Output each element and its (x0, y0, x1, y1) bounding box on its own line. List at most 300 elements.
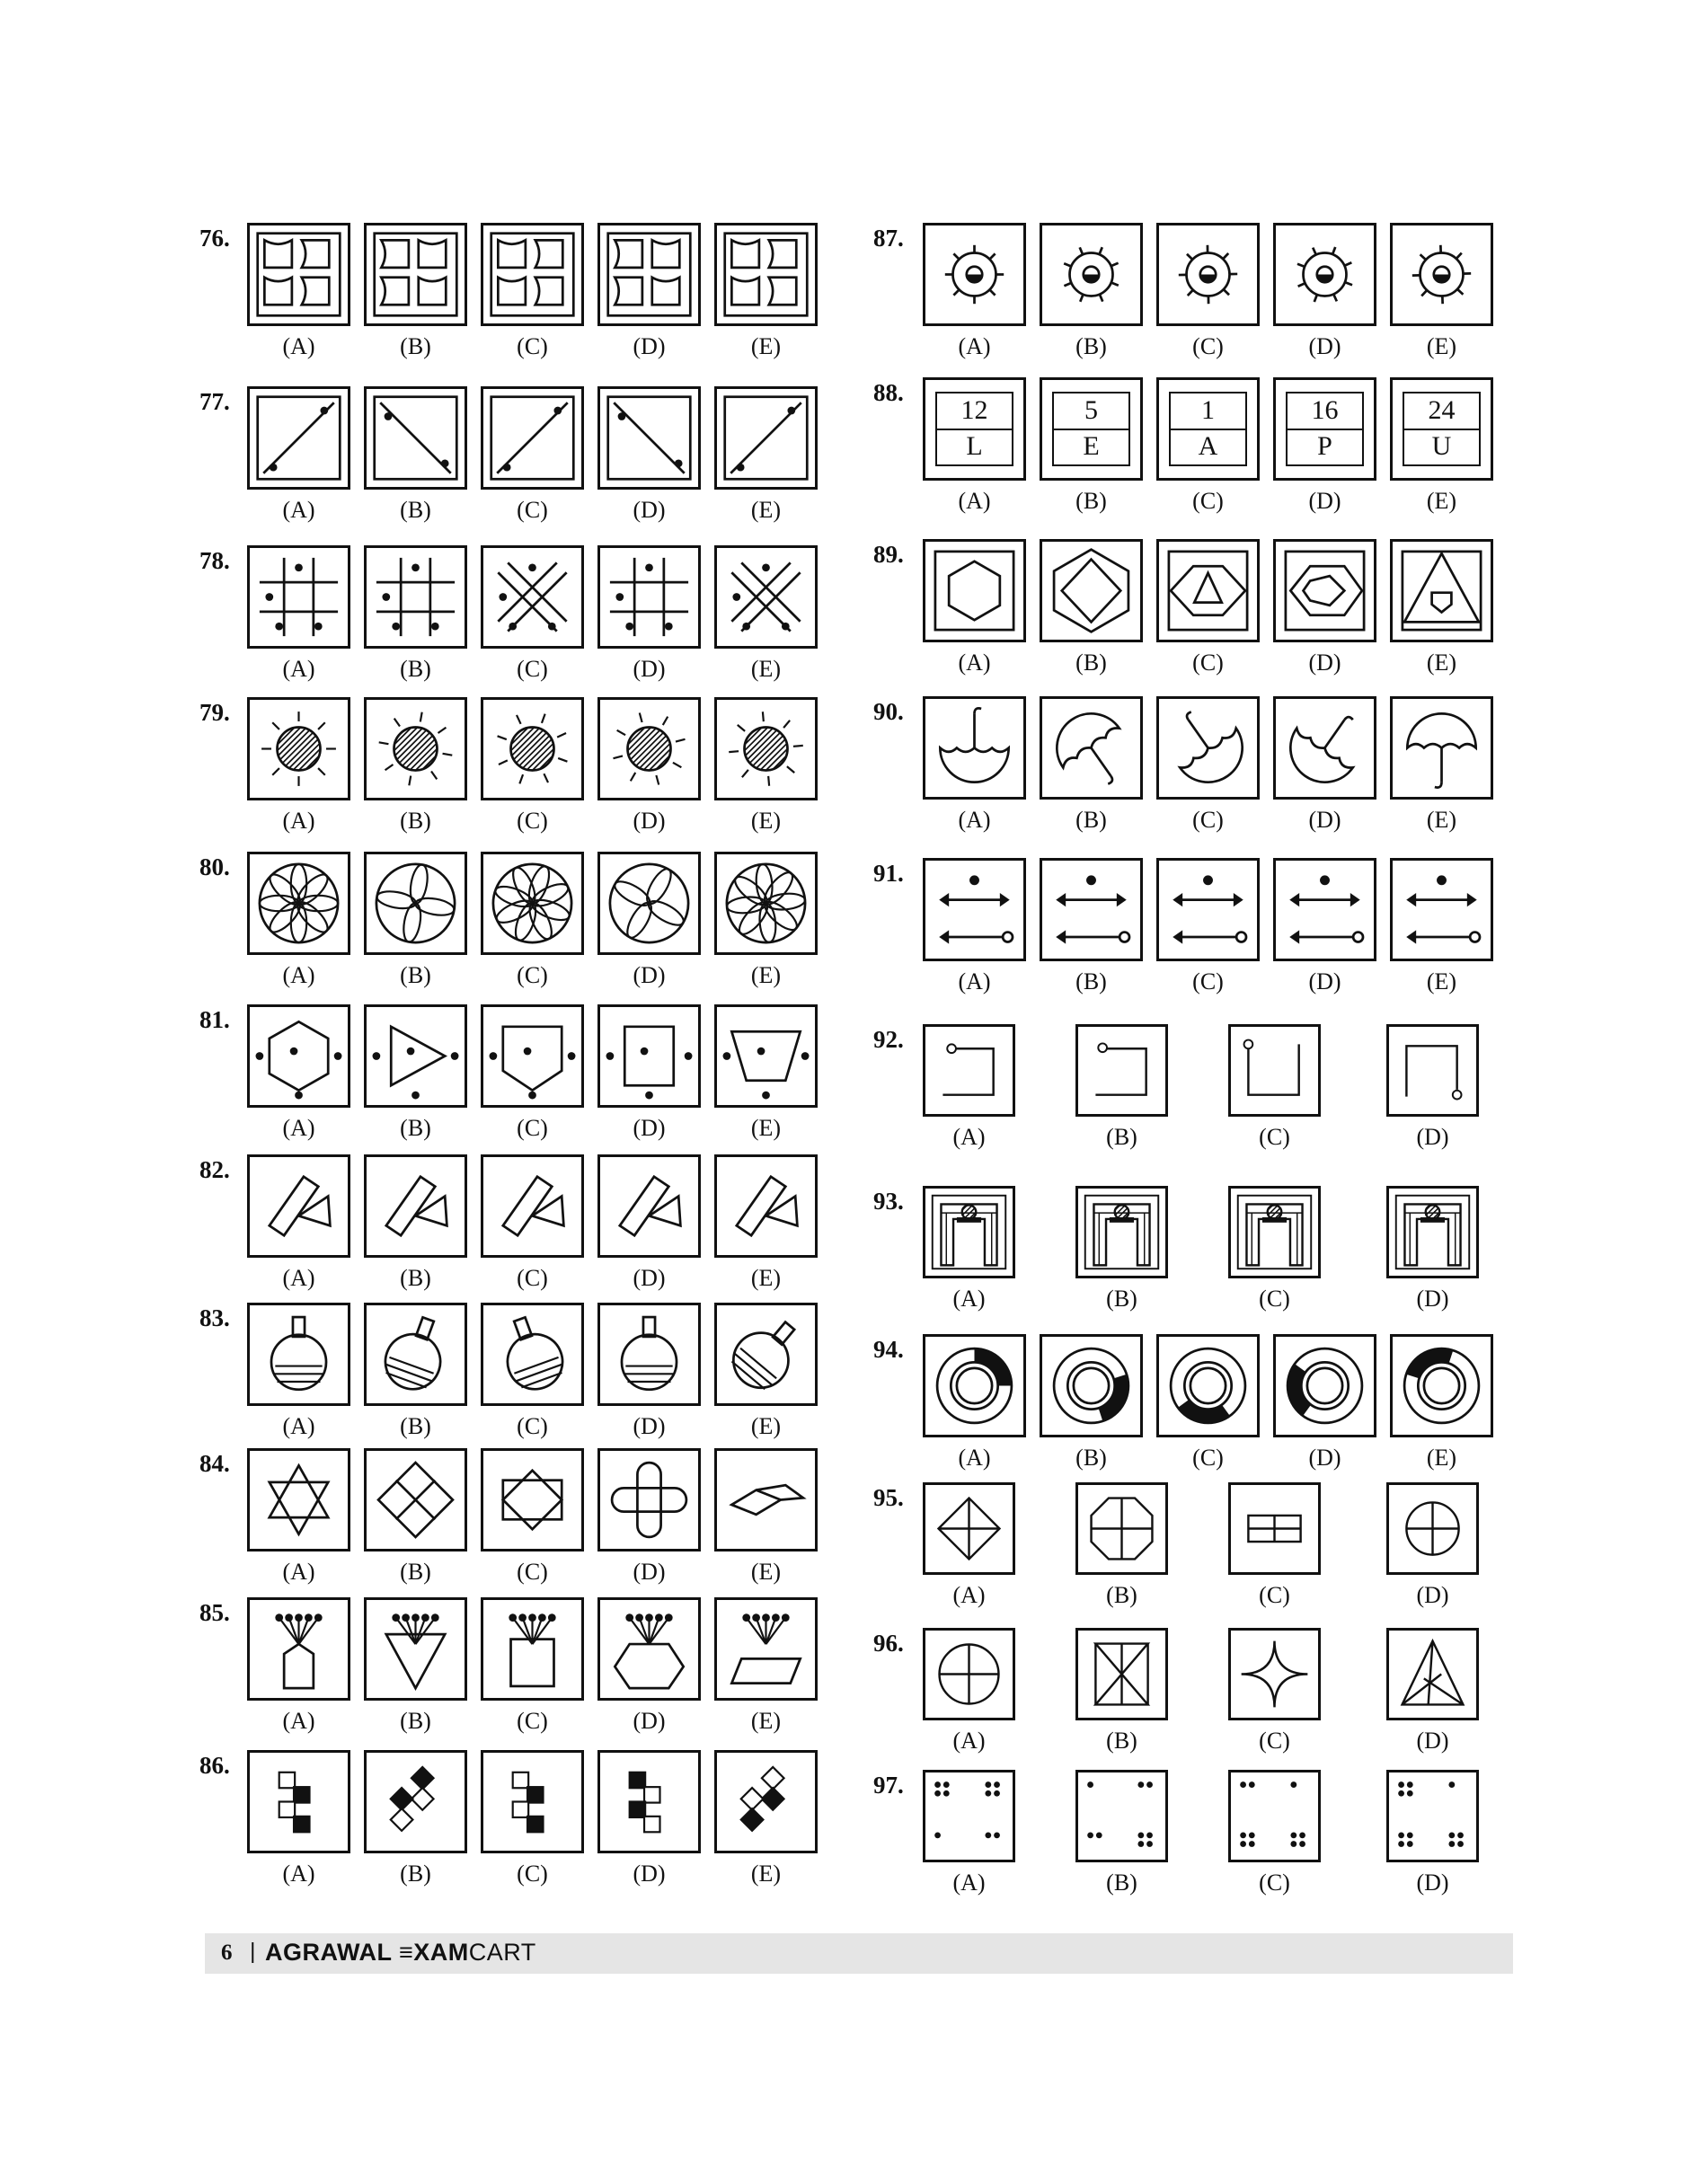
answer-figure-d[interactable] (1273, 223, 1376, 326)
option-label: (C) (517, 1265, 548, 1291)
question-number: 77. (199, 388, 230, 415)
answer-figure-a[interactable] (247, 223, 350, 326)
answer-figure-d[interactable] (1386, 1186, 1479, 1278)
answer-figure-c[interactable] (1156, 1334, 1260, 1437)
square-path-icon (1389, 1027, 1476, 1114)
option-label: (A) (282, 1413, 315, 1439)
option-label: (C) (1192, 488, 1224, 514)
corner-dots-icon (1389, 1772, 1476, 1860)
option-label: (D) (1416, 1728, 1449, 1754)
option-label: (C) (1192, 650, 1224, 676)
answer-figure-d[interactable] (1273, 696, 1376, 800)
question-number: 85. (199, 1599, 230, 1626)
bracket-shapes-icon (367, 225, 465, 323)
square-path-icon (1231, 1027, 1318, 1114)
checker-blocks-icon (367, 1753, 465, 1851)
flower-petals-icon (367, 854, 465, 952)
answer-figure-c[interactable] (1156, 539, 1260, 642)
answer-figure-a[interactable] (923, 1628, 1015, 1720)
question-number: 95. (873, 1484, 904, 1511)
answer-figure-a[interactable] (247, 1597, 350, 1701)
question-number: 78. (199, 547, 230, 574)
arrows-icon (925, 861, 1023, 959)
option-label: (A) (958, 650, 991, 676)
answer-figure-b[interactable] (364, 223, 467, 326)
polygon-dots-icon (717, 1007, 815, 1105)
option-label: (D) (1416, 1582, 1449, 1608)
option-label: (B) (1075, 333, 1107, 359)
option-label: (A) (958, 968, 991, 995)
answer-figure-b[interactable] (364, 1004, 467, 1108)
answer-figure-d[interactable] (597, 545, 701, 649)
option-label: (A) (952, 1124, 986, 1150)
option-label: (B) (1106, 1582, 1137, 1608)
option-label: (B) (1075, 968, 1107, 995)
answer-figure-d[interactable] (597, 1303, 701, 1406)
question-number: 89. (873, 541, 904, 568)
gate-icon (1078, 1189, 1165, 1276)
option-label: (A) (958, 488, 991, 514)
cell-number: 16 (1288, 393, 1362, 430)
option-label: (C) (517, 333, 548, 359)
option-label: (B) (400, 1115, 431, 1141)
option-label: (E) (750, 962, 782, 988)
answer-figure-b[interactable] (364, 852, 467, 955)
answer-figure-d[interactable] (597, 223, 701, 326)
abstract-pieces-icon (600, 1157, 698, 1255)
rings-icon (1393, 1337, 1491, 1435)
cell-number: 5 (1054, 393, 1128, 430)
option-label: (C) (1259, 1728, 1290, 1754)
brand-logo (265, 1939, 536, 1967)
flower-petals-icon (600, 854, 698, 952)
question-number: 97. (873, 1772, 904, 1799)
answer-figure-b[interactable] (1075, 1186, 1168, 1278)
option-label: (D) (633, 1265, 666, 1291)
answer-figure-a[interactable] (247, 852, 350, 955)
option-label: (E) (750, 1559, 782, 1585)
hatched-sun-icon (600, 700, 698, 798)
option-label: (D) (1308, 488, 1341, 514)
option-label: (D) (633, 1861, 666, 1887)
divided-shapes-icon (1231, 1485, 1318, 1572)
option-label: (C) (517, 497, 548, 523)
bracket-shapes-icon (600, 225, 698, 323)
answer-figure-e[interactable] (714, 386, 818, 490)
question-number: 88. (873, 379, 904, 406)
option-label: (B) (400, 656, 431, 682)
answer-figure-d[interactable] (1386, 1628, 1479, 1720)
answer-figure-a[interactable] (923, 1024, 1015, 1117)
answer-figure-b[interactable] (364, 386, 467, 490)
answer-figure-e[interactable] (714, 1154, 818, 1258)
answer-figure-c[interactable] (1156, 696, 1260, 800)
option-label: (D) (633, 1115, 666, 1141)
answer-figure-b[interactable] (1040, 1334, 1143, 1437)
option-label: (B) (1106, 1124, 1137, 1150)
umbrella-icon (1159, 699, 1257, 797)
geometric-shapes-icon (1078, 1631, 1165, 1718)
answer-figure-e[interactable] (1390, 539, 1493, 642)
hatched-sun-icon (367, 700, 465, 798)
answer-figure-a[interactable] (247, 1154, 350, 1258)
star-shapes-icon (717, 1451, 815, 1549)
answer-figure-c[interactable] (1228, 1770, 1321, 1862)
answer-figure-b[interactable] (1075, 1482, 1168, 1575)
flower-petals-icon (717, 854, 815, 952)
answer-figure-d[interactable] (597, 386, 701, 490)
answer-figure-a[interactable] (923, 1482, 1015, 1575)
answer-figure-a[interactable] (247, 545, 350, 649)
answer-figure-b[interactable] (1040, 696, 1143, 800)
checker-blocks-icon (483, 1753, 581, 1851)
answer-figure-d[interactable] (1273, 539, 1376, 642)
option-label: (B) (1075, 807, 1107, 833)
answer-figure-d[interactable] (597, 1154, 701, 1258)
option-label: (E) (750, 808, 782, 834)
answer-figure-d[interactable] (597, 852, 701, 955)
option-label: (B) (400, 1708, 431, 1734)
option-label: (C) (1192, 333, 1224, 359)
question-number: 83. (199, 1304, 230, 1331)
arrows-icon (1042, 861, 1140, 959)
answer-figure-d[interactable] (1386, 1770, 1479, 1862)
option-label: (C) (517, 808, 548, 834)
answer-figure-d[interactable] (597, 1597, 701, 1701)
option-label: (B) (1075, 1445, 1107, 1471)
answer-figure-c[interactable] (1228, 1186, 1321, 1278)
corner-dots-icon (925, 1772, 1013, 1860)
answer-figure-a[interactable] (923, 539, 1026, 642)
option-label: (A) (282, 1708, 315, 1734)
option-label: (B) (400, 1413, 431, 1439)
star-shapes-icon (367, 1451, 465, 1549)
nested-shapes-icon (1042, 542, 1140, 640)
option-label: (D) (633, 1559, 666, 1585)
answer-figure-c[interactable] (1228, 1024, 1321, 1117)
answer-figure-a[interactable] (923, 696, 1026, 800)
answer-figure-b[interactable] (1075, 1628, 1168, 1720)
divided-shapes-icon (925, 1485, 1013, 1572)
answer-figure-e[interactable] (714, 1448, 818, 1551)
umbrella-icon (925, 699, 1023, 797)
answer-figure-b[interactable] (364, 1597, 467, 1701)
hash-dots-icon (600, 548, 698, 646)
option-label: (D) (633, 808, 666, 834)
option-label: (C) (1192, 968, 1224, 995)
option-label: (A) (282, 497, 315, 523)
option-label: (B) (400, 1559, 431, 1585)
answer-figure-e[interactable] (1390, 223, 1493, 326)
rings-icon (925, 1337, 1023, 1435)
option-label: (D) (633, 656, 666, 682)
hash-dots-icon (367, 548, 465, 646)
option-label: (C) (1259, 1124, 1290, 1150)
answer-figure-e[interactable] (1390, 858, 1493, 961)
answer-figure-e[interactable] (714, 1750, 818, 1853)
option-label: (A) (282, 333, 315, 359)
answer-figure-a[interactable] (923, 223, 1026, 326)
answer-figure-e[interactable] (714, 1303, 818, 1406)
answer-figure-c[interactable] (1228, 1482, 1321, 1575)
option-label: (D) (1308, 1445, 1341, 1471)
answer-figure-d[interactable] (1273, 1334, 1376, 1437)
checker-blocks-icon (250, 1753, 348, 1851)
nested-shapes-icon (1393, 542, 1491, 640)
answer-figure-a[interactable] (923, 1334, 1026, 1437)
flask-icon (717, 1305, 815, 1403)
option-label: (B) (400, 1265, 431, 1291)
option-label: (A) (282, 1861, 315, 1887)
option-label: (D) (1308, 333, 1341, 359)
diagonal-dots-icon (483, 389, 581, 487)
answer-figure-c[interactable] (481, 1750, 584, 1853)
corner-dots-icon (1078, 1772, 1165, 1860)
question-number: 82. (199, 1156, 230, 1183)
answer-figure-b[interactable] (364, 1750, 467, 1853)
answer-figure-d[interactable] (597, 1750, 701, 1853)
answer-figure-b[interactable] (364, 1303, 467, 1406)
option-label: (C) (1192, 807, 1224, 833)
option-label: (D) (633, 1708, 666, 1734)
geometric-shapes-icon (925, 1631, 1013, 1718)
option-label: (D) (633, 962, 666, 988)
answer-figure-d[interactable] (597, 1004, 701, 1108)
question-number: 87. (873, 225, 904, 252)
option-label: (D) (1308, 650, 1341, 676)
option-label: (E) (1426, 488, 1457, 514)
option-label: (B) (1106, 1728, 1137, 1754)
option-label: (D) (1416, 1124, 1449, 1150)
answer-figure-b[interactable] (364, 697, 467, 800)
flask-icon (250, 1305, 348, 1403)
option-label: (E) (1426, 650, 1457, 676)
option-label: (C) (1259, 1286, 1290, 1312)
divided-shapes-icon (1389, 1485, 1476, 1572)
umbrella-icon (1276, 699, 1374, 797)
cell-letter: U (1431, 431, 1452, 462)
option-label: (B) (1106, 1286, 1137, 1312)
answer-figure-c[interactable] (481, 852, 584, 955)
answer-figure-e[interactable] (714, 1597, 818, 1701)
answer-figure-c[interactable] (481, 1004, 584, 1108)
answer-figure-c[interactable] (481, 697, 584, 800)
answer-figure-d[interactable] (1386, 1482, 1479, 1575)
flask-icon (600, 1305, 698, 1403)
question-number: 90. (873, 698, 904, 725)
abstract-pieces-icon (717, 1157, 815, 1255)
shape-with-flowers-icon (250, 1600, 348, 1698)
arrows-icon (1393, 861, 1491, 959)
answer-figure-c[interactable] (481, 223, 584, 326)
option-label: (E) (750, 1861, 782, 1887)
option-label: (C) (517, 962, 548, 988)
hash-dots-icon (717, 548, 815, 646)
option-label: (E) (750, 333, 782, 359)
answer-figure-e[interactable] (714, 1004, 818, 1108)
option-label: (A) (952, 1286, 986, 1312)
rings-icon (1159, 1337, 1257, 1435)
answer-figure-a[interactable] (247, 1750, 350, 1853)
answer-figure-e[interactable] (1390, 1334, 1493, 1437)
answer-figure-c[interactable] (481, 1303, 584, 1406)
option-label: (E) (750, 1115, 782, 1141)
diagonal-dots-icon (600, 389, 698, 487)
brand-bold: AGRAWAL (265, 1939, 400, 1966)
gate-icon (925, 1189, 1013, 1276)
answer-figure-b[interactable] (1040, 539, 1143, 642)
abstract-pieces-icon (367, 1157, 465, 1255)
option-label: (A) (952, 1582, 986, 1608)
flask-icon (483, 1305, 581, 1403)
answer-figure-d[interactable] (1386, 1024, 1479, 1117)
option-label: (E) (750, 656, 782, 682)
hatched-sun-icon (717, 700, 815, 798)
option-label: (C) (1259, 1870, 1290, 1896)
option-label: (C) (1192, 1445, 1224, 1471)
abstract-pieces-icon (483, 1157, 581, 1255)
answer-figure-c[interactable] (1156, 858, 1260, 961)
shape-with-flowers-icon (600, 1600, 698, 1698)
option-label: (A) (282, 656, 315, 682)
option-label: (E) (750, 1708, 782, 1734)
answer-figure-c[interactable] (1156, 377, 1260, 481)
answer-figure-b[interactable] (1040, 377, 1143, 481)
cell-letter: P (1317, 431, 1332, 462)
nested-shapes-icon (925, 542, 1023, 640)
polygon-dots-icon (367, 1007, 465, 1105)
checker-blocks-icon (600, 1753, 698, 1851)
answer-figure-c[interactable] (481, 545, 584, 649)
cell-letter: L (966, 431, 983, 462)
question-number: 84. (199, 1450, 230, 1477)
answer-figure-d[interactable] (1273, 377, 1376, 481)
answer-figure-a[interactable] (923, 1770, 1015, 1862)
answer-figure-a[interactable] (247, 697, 350, 800)
answer-figure-c[interactable] (481, 1154, 584, 1258)
cell-number: 12 (937, 393, 1012, 430)
option-label: (A) (958, 807, 991, 833)
star-shapes-icon (600, 1451, 698, 1549)
answer-figure-b[interactable] (364, 1448, 467, 1551)
option-label: (E) (1426, 1445, 1457, 1471)
answer-figure-e[interactable] (1390, 696, 1493, 800)
answer-figure-e[interactable] (1390, 377, 1493, 481)
page-number: 6 (221, 1940, 233, 1965)
diagonal-dots-icon (250, 389, 348, 487)
answer-figure-b[interactable] (364, 545, 467, 649)
answer-figure-b[interactable] (1075, 1770, 1168, 1862)
nested-shapes-icon (1276, 542, 1374, 640)
answer-figure-a[interactable] (923, 1186, 1015, 1278)
answer-figure-a[interactable] (247, 1004, 350, 1108)
hash-dots-icon (250, 548, 348, 646)
answer-figure-b[interactable] (364, 1154, 467, 1258)
option-label: (D) (1416, 1870, 1449, 1896)
flask-icon (367, 1305, 465, 1403)
option-label: (E) (1426, 968, 1457, 995)
question-number: 76. (199, 225, 230, 252)
option-label: (C) (517, 1861, 548, 1887)
gear-circle-icon (1393, 225, 1491, 323)
option-label: (B) (1075, 488, 1107, 514)
option-label: (C) (517, 1559, 548, 1585)
answer-figure-e[interactable] (714, 223, 818, 326)
answer-figure-e[interactable] (714, 697, 818, 800)
bracket-shapes-icon (717, 225, 815, 323)
answer-figure-e[interactable] (714, 545, 818, 649)
option-label: (B) (400, 808, 431, 834)
option-label: (E) (750, 1413, 782, 1439)
gear-circle-icon (1159, 225, 1257, 323)
answer-figure-c[interactable] (1156, 223, 1260, 326)
option-label: (A) (282, 1559, 315, 1585)
answer-figure-a[interactable] (247, 386, 350, 490)
option-label: (C) (517, 1115, 548, 1141)
answer-figure-a[interactable] (247, 1303, 350, 1406)
answer-figure-a[interactable] (923, 377, 1026, 481)
answer-figure-a[interactable] (247, 1448, 350, 1551)
cell-number: 24 (1404, 393, 1479, 430)
question-number: 80. (199, 853, 230, 880)
option-label: (B) (400, 333, 431, 359)
answer-figure-d[interactable] (597, 1448, 701, 1551)
answer-figure-c[interactable] (1228, 1628, 1321, 1720)
brand-exam: ≡XAM (399, 1939, 469, 1966)
option-label: (E) (750, 1265, 782, 1291)
option-label: (D) (633, 333, 666, 359)
option-label: (A) (282, 808, 315, 834)
answer-figure-c[interactable] (481, 386, 584, 490)
answer-figure-c[interactable] (481, 1448, 584, 1551)
diagonal-dots-icon (717, 389, 815, 487)
question-number: 86. (199, 1752, 230, 1779)
answer-figure-e[interactable] (714, 852, 818, 955)
polygon-dots-icon (250, 1007, 348, 1105)
option-label: (A) (282, 1115, 315, 1141)
option-label: (D) (1308, 807, 1341, 833)
hatched-sun-icon (250, 700, 348, 798)
answer-figure-d[interactable] (1273, 858, 1376, 961)
diagonal-dots-icon (367, 389, 465, 487)
abstract-pieces-icon (250, 1157, 348, 1255)
cell-letter: E (1083, 431, 1100, 462)
answer-figure-b[interactable] (1075, 1024, 1168, 1117)
option-label: (E) (1426, 333, 1457, 359)
answer-figure-a[interactable] (923, 858, 1026, 961)
answer-figure-d[interactable] (597, 697, 701, 800)
divided-shapes-icon (1078, 1485, 1165, 1572)
answer-figure-b[interactable] (1040, 223, 1143, 326)
option-label: (C) (517, 656, 548, 682)
question-number: 94. (873, 1336, 904, 1363)
rings-icon (1042, 1337, 1140, 1435)
geometric-shapes-icon (1231, 1631, 1318, 1718)
option-label: (C) (1259, 1582, 1290, 1608)
hatched-sun-icon (483, 700, 581, 798)
hash-dots-icon (483, 548, 581, 646)
answer-figure-b[interactable] (1040, 858, 1143, 961)
umbrella-icon (1042, 699, 1140, 797)
option-label: (D) (633, 497, 666, 523)
option-label: (D) (1416, 1286, 1449, 1312)
arrows-icon (1276, 861, 1374, 959)
answer-figure-c[interactable] (481, 1597, 584, 1701)
gate-icon (1389, 1189, 1476, 1276)
option-label: (D) (633, 1413, 666, 1439)
option-label: (A) (952, 1728, 986, 1754)
option-label: (A) (958, 333, 991, 359)
